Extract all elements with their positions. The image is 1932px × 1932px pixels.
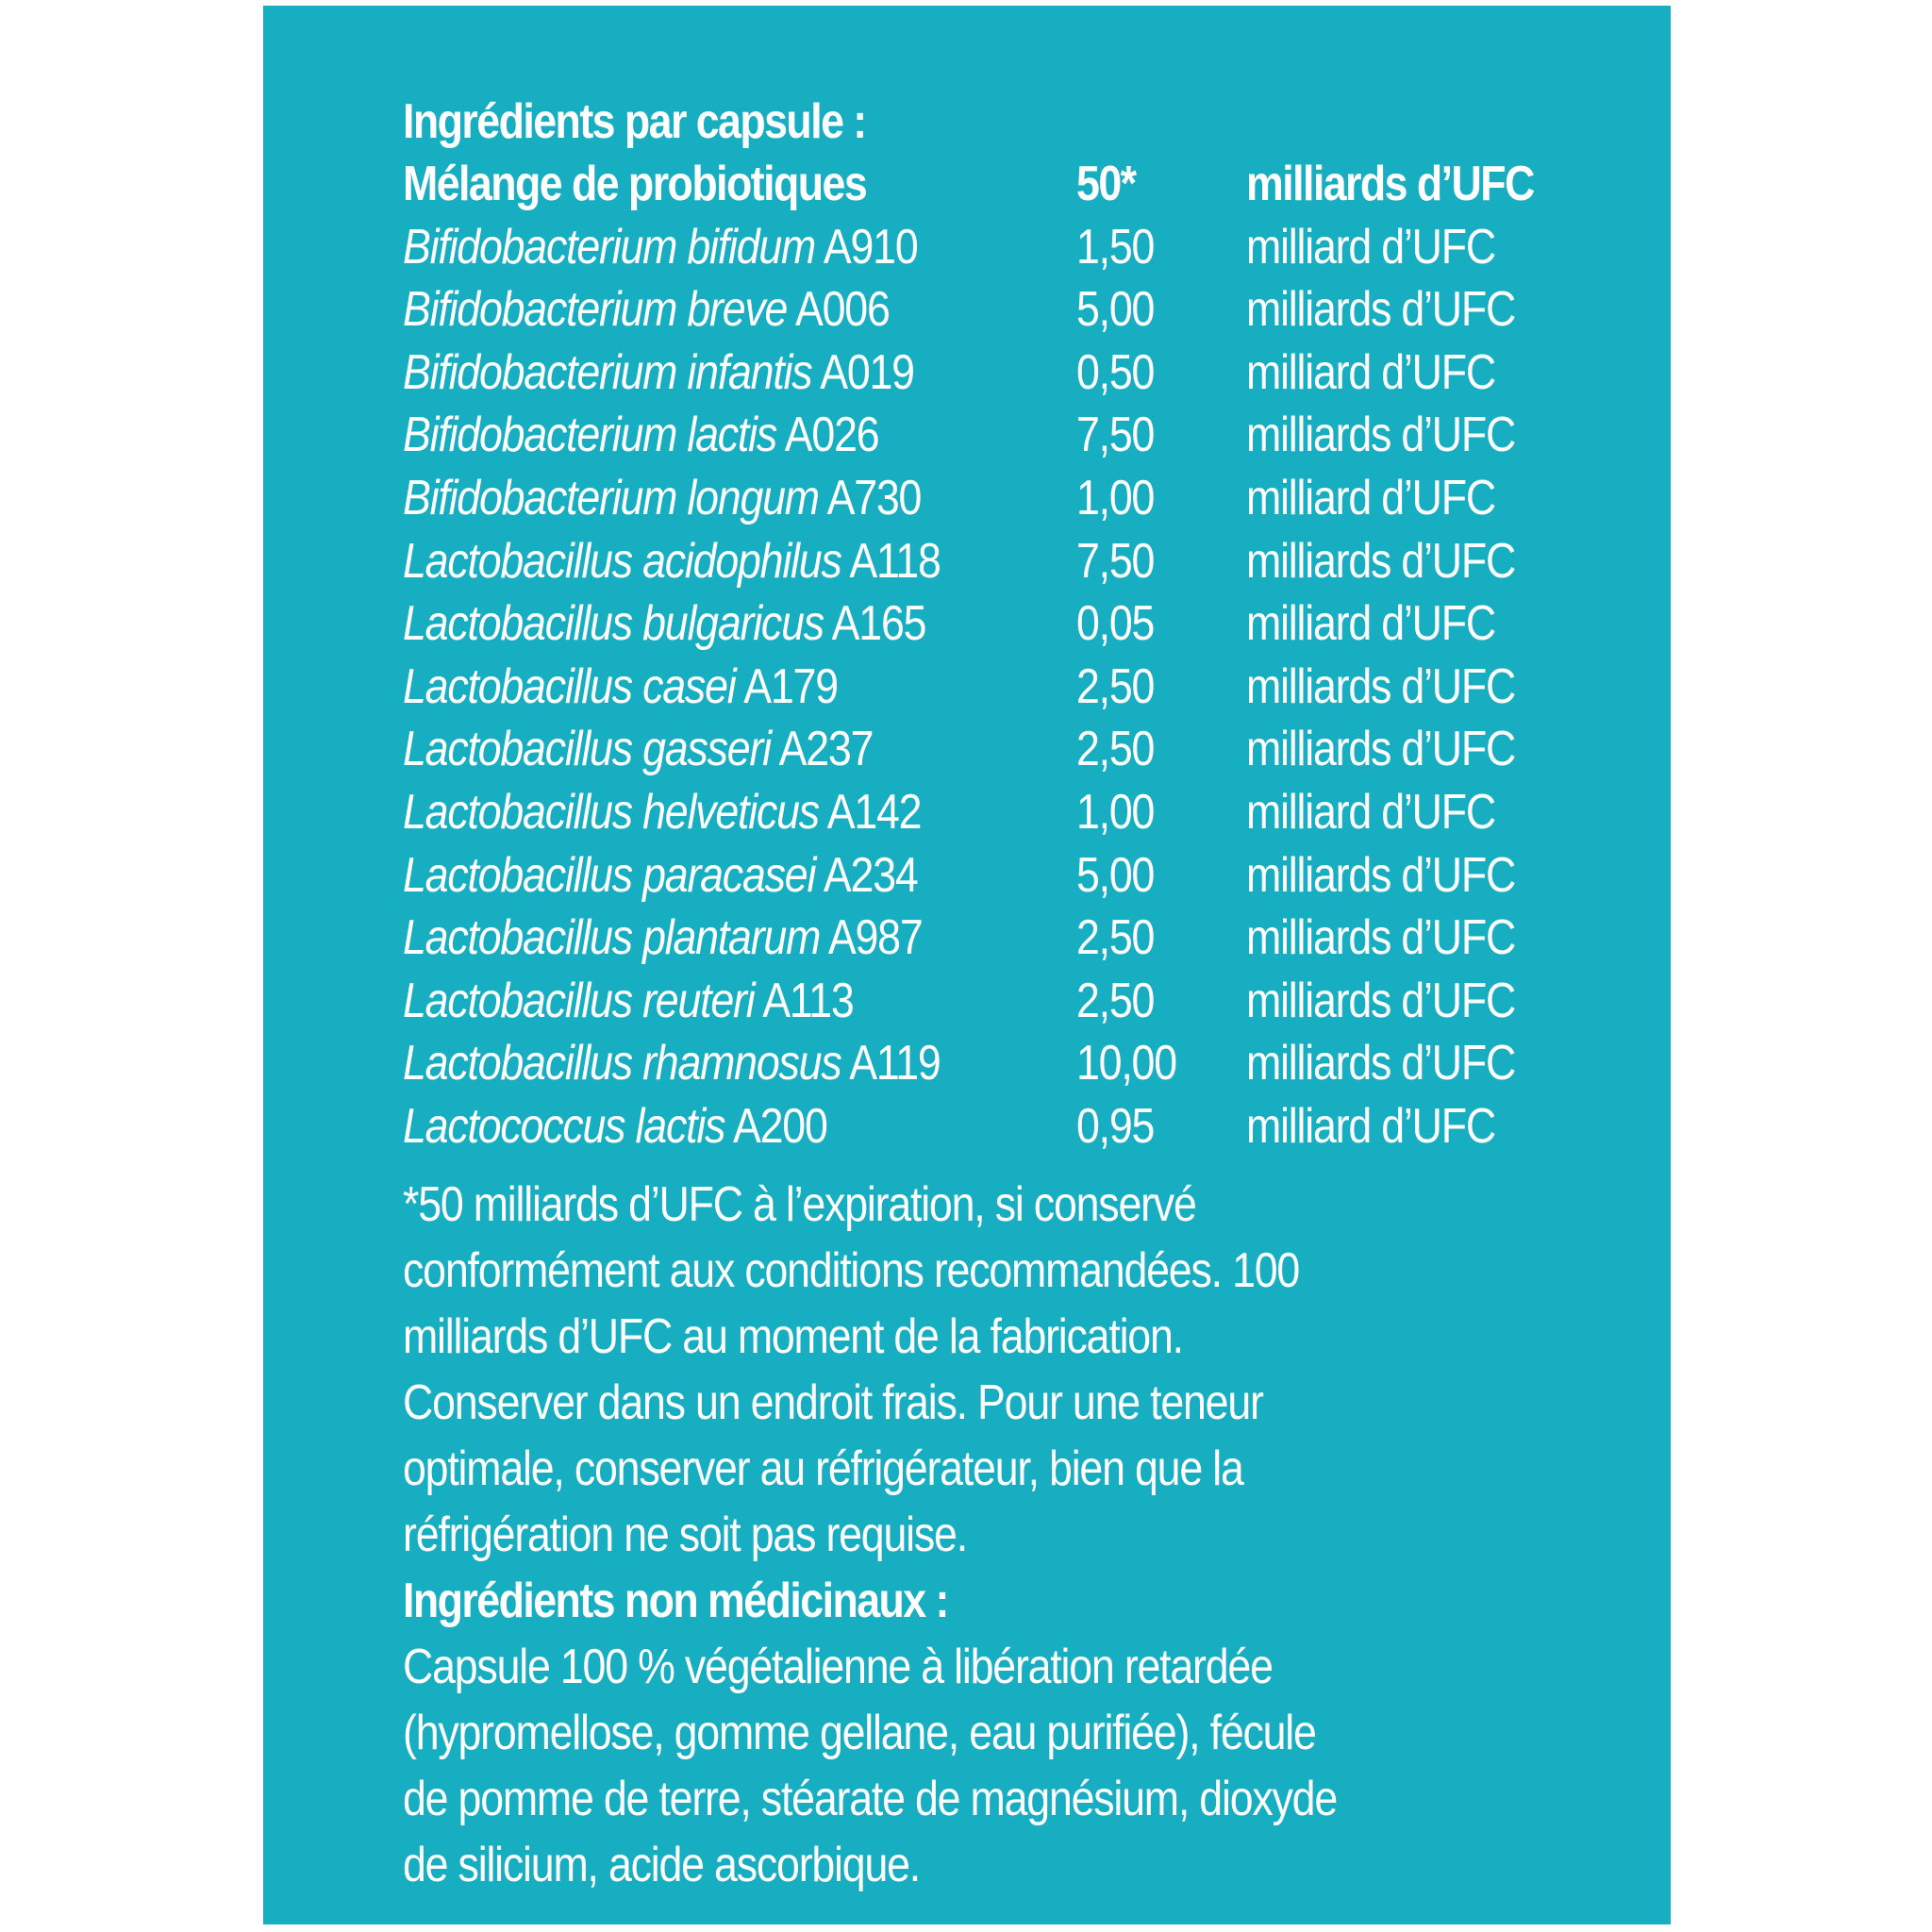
ingredient-name bbox=[403, 530, 941, 593]
ingredient-amount: 2,50 bbox=[1076, 722, 1155, 777]
ingredients-content bbox=[403, 91, 1610, 1898]
species-name: Bifidobacterium lactis bbox=[403, 408, 777, 463]
ingredient-amount: 1,50 bbox=[1076, 219, 1155, 275]
ingredient-amount: 2,50 bbox=[1076, 910, 1155, 966]
strain-code: A119 bbox=[849, 1036, 941, 1091]
ingredient-row bbox=[403, 907, 1610, 970]
ingredient-name bbox=[403, 404, 878, 467]
strain-code: A118 bbox=[849, 533, 941, 589]
ingredient-unit: milliards d’UFC bbox=[1246, 847, 1516, 903]
ingredient-row bbox=[403, 844, 1610, 908]
ingredient-row bbox=[403, 530, 1610, 593]
strain-code: A987 bbox=[827, 910, 923, 966]
species-name: Lactobacillus plantarum bbox=[403, 910, 821, 966]
ingredient-unit: milliard d’UFC bbox=[1246, 784, 1495, 840]
ingredient-name bbox=[403, 592, 925, 656]
strain-code: A234 bbox=[823, 847, 918, 903]
ingredient-unit: milliard d’UFC bbox=[1246, 219, 1495, 275]
ingredient-row bbox=[403, 341, 1610, 405]
ingredient-row bbox=[403, 216, 1610, 279]
ingredient-row bbox=[403, 656, 1610, 719]
strain-code: A142 bbox=[826, 784, 922, 840]
species-name: Bifidobacterium bifidum bbox=[403, 219, 816, 275]
ingredient-unit: milliards d’UFC bbox=[1246, 722, 1516, 777]
ingredient-row bbox=[403, 404, 1610, 467]
ingredient-row bbox=[403, 1095, 1610, 1158]
species-name: Lactobacillus reuteri bbox=[403, 973, 755, 1028]
non-medicinal-title: Ingrédients non médicinaux : bbox=[403, 1573, 948, 1628]
species-name: Lactobacillus gasseri bbox=[403, 722, 771, 777]
blend-row bbox=[403, 153, 1610, 216]
ingredient-unit: milliard d’UFC bbox=[1246, 1098, 1495, 1154]
footnote-text: *50 milliards d’UFC à l’expiration, si conservé conformément aux conditions recommandées. 100 milliards d’UFC au moment de la fabrication. Conserver dans un endroit frais. Pour une teneur optimale, conserver au réfrigérateur, bien que la réfrigération ne soit pas requise. bbox=[403, 1176, 1300, 1562]
ingredients-title: Ingrédients par capsule : bbox=[403, 94, 866, 149]
strain-code: A026 bbox=[784, 408, 879, 463]
ingredient-unit: milliard d’UFC bbox=[1246, 470, 1495, 525]
ingredient-name bbox=[403, 1095, 827, 1158]
species-name: Lactobacillus casei bbox=[403, 658, 736, 714]
ingredient-amount: 2,50 bbox=[1076, 658, 1155, 714]
species-name: Lactobacillus helveticus bbox=[403, 784, 819, 840]
ingredient-name bbox=[403, 844, 918, 908]
strain-code: A006 bbox=[794, 282, 890, 338]
species-name: Lactococcus lactis bbox=[403, 1098, 725, 1154]
blend-amount: 50* bbox=[1076, 157, 1136, 211]
species-name: Lactobacillus bulgaricus bbox=[403, 596, 824, 652]
ingredient-unit: milliards d’UFC bbox=[1246, 282, 1516, 338]
species-name: Lactobacillus acidophilus bbox=[403, 533, 841, 589]
footnote bbox=[403, 1172, 1352, 1568]
ingredient-unit: milliard d’UFC bbox=[1246, 344, 1495, 400]
ingredient-amount: 0,95 bbox=[1076, 1098, 1155, 1154]
ingredient-name bbox=[403, 781, 921, 844]
ingredient-row bbox=[403, 970, 1610, 1033]
ingredient-amount: 2,50 bbox=[1076, 973, 1155, 1028]
ingredient-unit: milliards d’UFC bbox=[1246, 408, 1516, 463]
species-name: Bifidobacterium breve bbox=[403, 282, 788, 338]
ingredient-unit: milliards d’UFC bbox=[1246, 973, 1516, 1028]
blend-name: Mélange de probiotiques bbox=[403, 157, 867, 211]
ingredient-name bbox=[403, 718, 873, 781]
ingredient-unit: milliards d’UFC bbox=[1246, 533, 1516, 589]
strain-code: A179 bbox=[743, 658, 838, 714]
ingredient-row bbox=[403, 278, 1610, 341]
ingredient-row bbox=[403, 467, 1610, 530]
ingredient-amount: 7,50 bbox=[1076, 408, 1155, 463]
ingredient-row bbox=[403, 1032, 1610, 1095]
ingredient-row bbox=[403, 592, 1610, 656]
strain-code: A165 bbox=[831, 596, 926, 652]
ingredient-amount: 5,00 bbox=[1076, 847, 1155, 903]
ingredient-unit: milliard d’UFC bbox=[1246, 596, 1495, 652]
ingredient-amount: 0,05 bbox=[1076, 596, 1155, 652]
ingredient-name bbox=[403, 467, 921, 530]
ingredient-name bbox=[403, 278, 890, 341]
strain-code: A200 bbox=[732, 1098, 827, 1154]
ingredient-unit: milliards d’UFC bbox=[1246, 658, 1516, 714]
ingredient-amount: 1,00 bbox=[1076, 784, 1155, 840]
ingredient-name bbox=[403, 656, 838, 719]
ingredient-name bbox=[403, 907, 923, 970]
strain-code: A730 bbox=[826, 470, 922, 525]
ingredient-amount: 10,00 bbox=[1076, 1036, 1176, 1091]
strain-code: A910 bbox=[823, 219, 918, 275]
ingredient-name bbox=[403, 970, 854, 1033]
species-name: Bifidobacterium infantis bbox=[403, 344, 812, 400]
non-medicinal-text: Capsule 100 % végétalienne à libération retardée (hypromellose, gomme gellane, eau purifiée), fécule de pomme de terre, stéarate de magnésium, dioxyde de silicium, acide ascorbique. bbox=[403, 1639, 1338, 1892]
strain-code: A019 bbox=[820, 344, 914, 400]
strain-code: A113 bbox=[762, 973, 854, 1028]
ingredient-name bbox=[403, 341, 914, 405]
strain-code: A237 bbox=[778, 722, 874, 777]
ingredient-name bbox=[403, 216, 917, 279]
ingredient-unit: milliards d’UFC bbox=[1246, 1036, 1516, 1091]
non-medicinal-section bbox=[403, 1634, 1352, 1898]
ingredient-amount: 7,50 bbox=[1076, 533, 1155, 589]
ingredient-name bbox=[403, 1032, 941, 1095]
species-name: Bifidobacterium longum bbox=[403, 470, 819, 525]
blend-unit: milliards d’UFC bbox=[1246, 157, 1534, 211]
ingredient-unit: milliards d’UFC bbox=[1246, 910, 1516, 966]
ingredient-amount: 1,00 bbox=[1076, 470, 1155, 525]
ingredient-amount: 0,50 bbox=[1076, 344, 1155, 400]
ingredients-panel bbox=[263, 6, 1671, 1924]
species-name: Lactobacillus paracasei bbox=[403, 847, 816, 903]
ingredient-amount: 5,00 bbox=[1076, 282, 1155, 338]
ingredient-row bbox=[403, 781, 1610, 844]
species-name: Lactobacillus rhamnosus bbox=[403, 1036, 841, 1091]
ingredient-row bbox=[403, 718, 1610, 781]
